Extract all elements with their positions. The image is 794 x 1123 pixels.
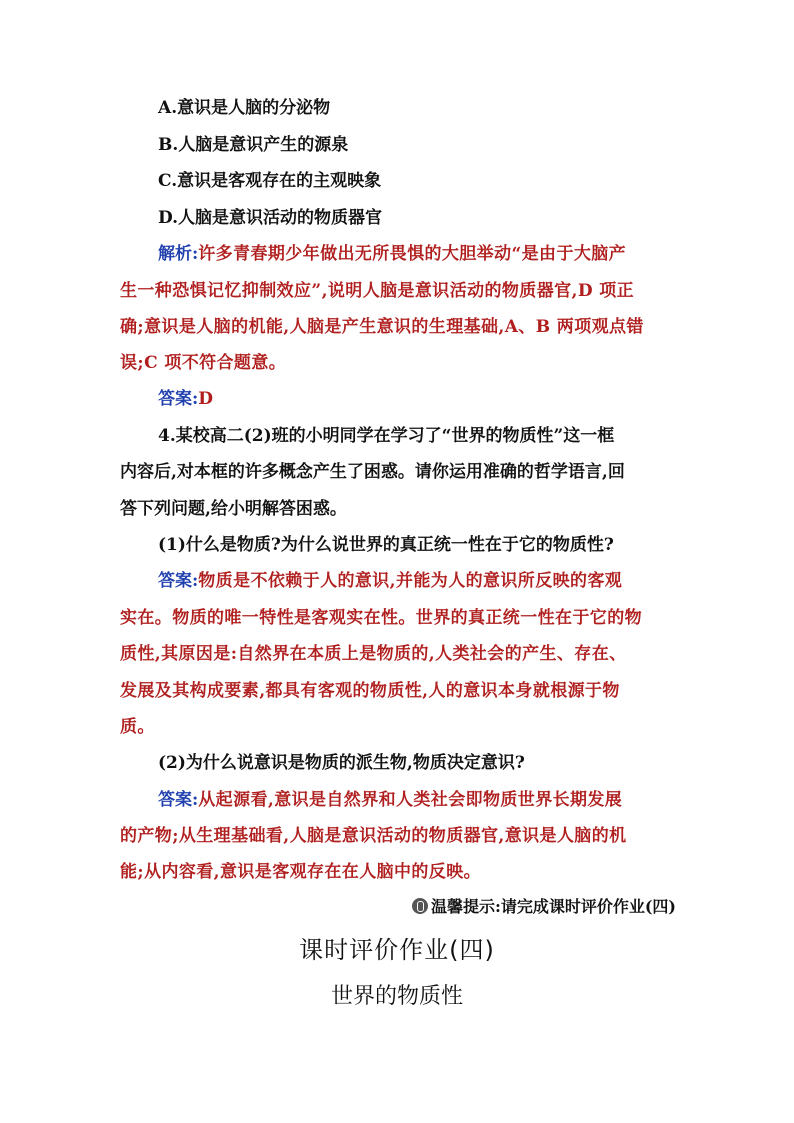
answer-2-line-1: 答案:从起源看,意识是自然界和人类社会即物质世界长期发展 (158, 790, 623, 810)
reminder-tip (412, 892, 676, 922)
option-b: B.人脑是意识产生的源泉 (158, 135, 349, 155)
answer-1-line-5: 质。 (120, 717, 155, 737)
question-4-line-1: 4.某校高二(2)班的小明同学在学习了“世界的物质性”这一框 (158, 426, 615, 446)
answer-1-line-1: 答案:物质是不依赖于人的意识,并能为人的意识所反映的客观 (158, 571, 623, 591)
option-c: C.意识是客观存在的主观映象 (158, 171, 382, 191)
answer-1-line-2: 实在。物质的唯一特性是客观实在性。世界的真正统一性在于它的物 (120, 608, 642, 628)
analysis-line-3: 确;意识是人脑的机能,人脑是产生意识的生理基础,A、B 两项观点错 (120, 317, 644, 337)
question-4-line-2: 内容后,对本框的许多概念产生了困惑。请你运用准确的哲学语言,回 (120, 462, 625, 482)
answer-1-line-3: 质性,其原因是:自然界在本质上是物质的,人类社会的产生、存在、 (120, 644, 627, 664)
option-a: A.意识是人脑的分泌物 (158, 98, 331, 118)
sub-question-2: (2)为什么说意识是物质的派生物,物质决定意识? (158, 753, 525, 773)
question-4-line-3: 答下列问题,给小明解答困惑。 (120, 499, 347, 519)
analysis-line-2: 生一种恐惧记忆抑制效应”,说明人脑是意识活动的物质器官,D 项正 (120, 281, 635, 301)
section-heading: 课时评价作业(四) (299, 936, 495, 964)
analysis-line-1: 解析:许多青春期少年做出无所畏惧的大胆举动“是由于大脑产 (158, 244, 627, 264)
answer-label: 答案: (158, 389, 199, 409)
analysis-line-4: 误;C 项不符合题意。 (120, 353, 287, 373)
answer-label: 答案: (158, 571, 199, 591)
answer-3 (158, 384, 213, 414)
answer-2-line-2: 的产物;从生理基础看,人脑是意识活动的物质器官,意识是人脑的机 (120, 826, 627, 846)
reminder-icon (412, 898, 428, 914)
answer-1-line-4: 发展及其构成要素,都具有客观的物质性,人的意识本身就根源于物 (120, 681, 620, 701)
section-subheading: 世界的物质性 (330, 984, 463, 1009)
sub-question-1: (1)什么是物质?为什么说世界的真正统一性在于它的物质性? (158, 535, 614, 555)
answer-label: 答案: (158, 790, 199, 810)
analysis-label: 解析: (158, 244, 199, 264)
reminder-text: 温馨提示:请完成课时评价作业(四) (430, 897, 676, 916)
answer-2-line-3: 能;从内容看,意识是客观存在在人脑中的反映。 (120, 862, 481, 882)
answer-value: D (198, 389, 214, 409)
option-d: D.人脑是意识活动的物质器官 (158, 208, 383, 228)
